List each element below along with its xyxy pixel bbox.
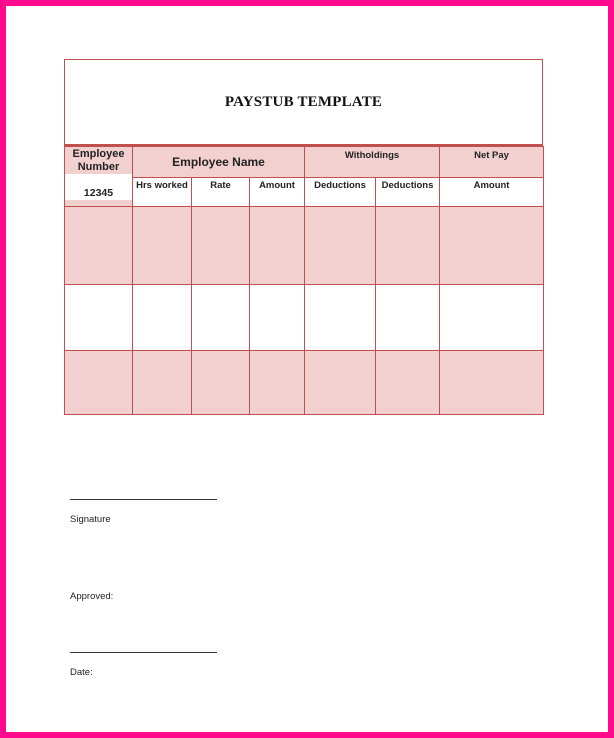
table-cell: [65, 351, 133, 415]
table-cell: [133, 207, 192, 285]
table-cell: [133, 351, 192, 415]
net-pay-header: Net Pay: [440, 147, 544, 178]
hrs-worked-header: Hrs worked: [133, 178, 192, 207]
signature-label: Signature: [70, 514, 111, 525]
paystub-grid: [64, 146, 544, 415]
paystub-table-container: [64, 59, 543, 412]
table-cell: [65, 207, 133, 285]
table-row: [65, 207, 544, 285]
employee-number-header: [65, 147, 133, 207]
title-box: [65, 60, 542, 144]
table-row: [65, 351, 544, 415]
rate-header: Rate: [192, 178, 250, 207]
net-amount-header: Amount: [440, 178, 544, 207]
table-cell: [376, 207, 440, 285]
subheader-row: [65, 178, 544, 207]
page-title: PAYSTUB TEMPLATE: [224, 93, 383, 110]
approved-label: Approved:: [70, 591, 114, 602]
employee-number-value: 12345: [65, 174, 132, 200]
table-cell: [250, 285, 305, 351]
table-cell: [250, 351, 305, 415]
deductions-header-1: Deductions: [305, 178, 376, 207]
signature-line: [70, 499, 217, 500]
table-cell: [376, 351, 440, 415]
employee-number-header-label: Employee Number: [72, 148, 125, 173]
amount-header: Amount: [250, 178, 305, 207]
withholdings-header: Witholdings: [305, 147, 440, 178]
deductions-header-2: Deductions: [376, 178, 440, 207]
table-cell: [440, 351, 544, 415]
table-cell: [376, 285, 440, 351]
table-cell: [250, 207, 305, 285]
table-cell: [440, 207, 544, 285]
table-cell: [305, 285, 376, 351]
header-row: [65, 147, 544, 178]
table-row: [65, 285, 544, 351]
table-cell: [65, 285, 133, 351]
table-cell: [305, 207, 376, 285]
table-cell: [440, 285, 544, 351]
table-cell: [133, 285, 192, 351]
table-cell: [192, 351, 250, 415]
table-cell: [192, 285, 250, 351]
table-cell: [192, 207, 250, 285]
table-cell: [305, 351, 376, 415]
date-line: [70, 652, 217, 653]
employee-name-header: Employee Name: [133, 147, 305, 178]
date-label: Date:: [70, 667, 93, 678]
